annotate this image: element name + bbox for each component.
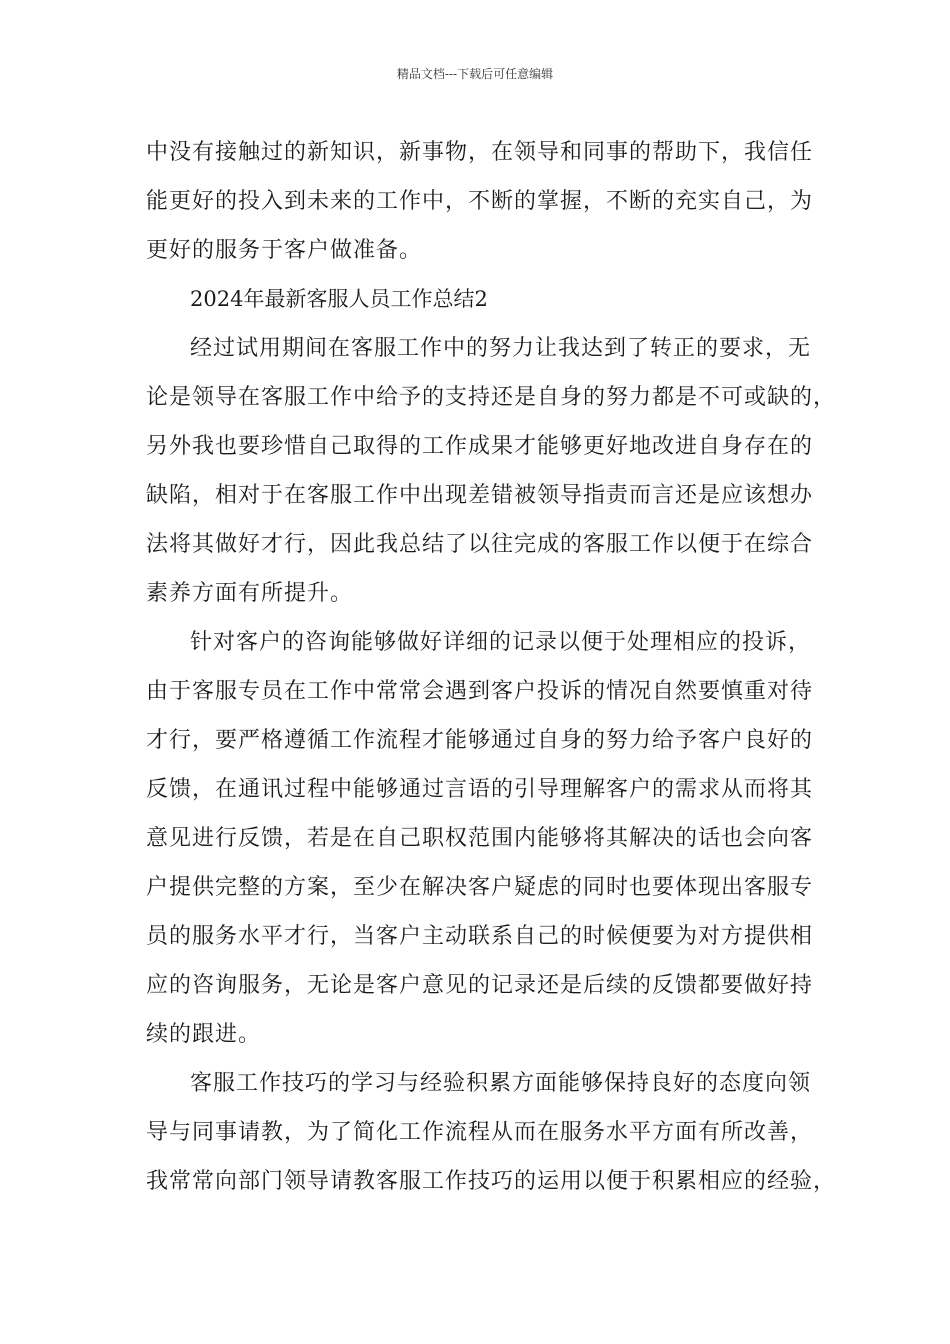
paragraph-first-line: 经过试用期间在客服工作中的努力让我达到了转正的要求，无 (190, 336, 812, 361)
text-line: 能更好的投入到未来的工作中，不断的掌握，不断的充实自己，为 (146, 189, 814, 214)
text-line: 更好的服务于客户做准备。 (146, 238, 423, 263)
text-line: 中没有接触过的新知识，新事物，在领导和同事的帮助下，我信任 (146, 140, 814, 165)
text-line: 素养方面有所提升。 (146, 581, 354, 606)
page-header: 精品文档---下载后可任意编辑 (396, 67, 554, 81)
text-line: 我常常向部门领导请教客服工作技巧的运用以便于积累相应的经验， (146, 1169, 837, 1194)
text-line: 另外我也要珍惜自己取得的工作成果才能够更好地改进自身存在的 (146, 434, 814, 459)
text-line: 续的跟进。 (146, 1022, 262, 1047)
paragraph-first-line: 针对客户的咨询能够做好详细的记录以便于处理相应的投诉， (190, 630, 812, 655)
text-line: 员的服务水平才行，当客户主动联系自己的时候便要为对方提供相 (146, 924, 814, 949)
text-line: 户提供完整的方案，至少在解决客户疑虑的同时也要体现出客服专 (146, 875, 814, 900)
section-heading: 2024年最新客服人员工作总结2 (190, 287, 488, 311)
text-line: 反馈，在通讯过程中能够通过言语的引导理解客户的需求从而将其 (146, 777, 814, 802)
text-line: 法将其做好才行，因此我总结了以往完成的客服工作以便于在综合 (146, 532, 814, 557)
text-line: 应的咨询服务，无论是客户意见的记录还是后续的反馈都要做好持 (146, 973, 814, 998)
text-line: 缺陷，相对于在客服工作中出现差错被领导指责而言还是应该想办 (146, 483, 814, 508)
text-line: 论是领导在客服工作中给予的支持还是自身的努力都是不可或缺的， (146, 385, 837, 410)
document-body (146, 128, 837, 1206)
text-line: 由于客服专员在工作中常常会遇到客户投诉的情况自然要慎重对待 (146, 679, 814, 704)
text-line: 才行，要严格遵循工作流程才能够通过自身的努力给予客户良好的 (146, 728, 814, 753)
text-line: 意见进行反馈，若是在自己职权范围内能够将其解决的话也会向客 (146, 826, 814, 851)
paragraph-first-line: 客服工作技巧的学习与经验积累方面能够保持良好的态度向领 (190, 1071, 812, 1096)
text-line: 导与同事请教，为了简化工作流程从而在服务水平方面有所改善， (146, 1120, 814, 1145)
